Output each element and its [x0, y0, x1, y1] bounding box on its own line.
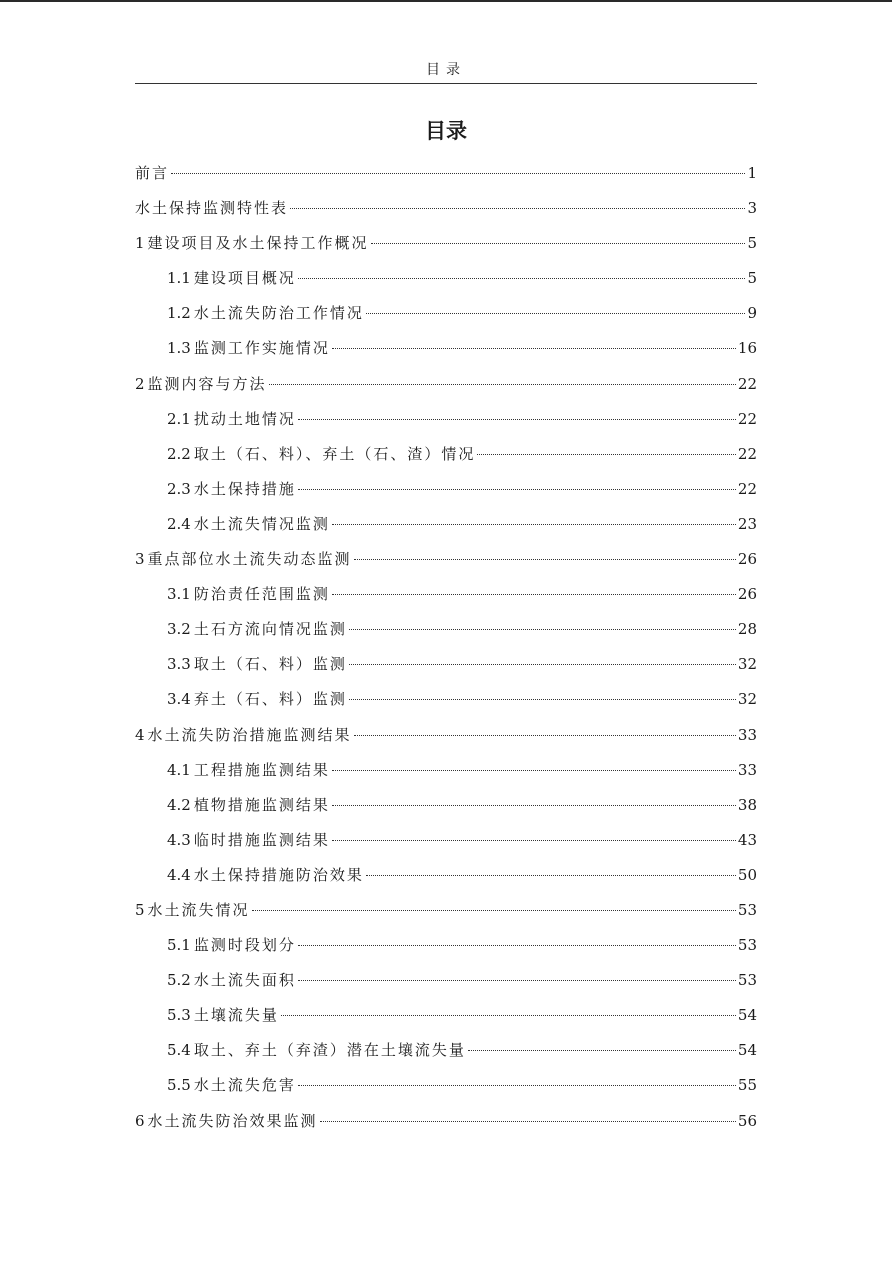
toc-entry-page-number: 5: [747, 269, 757, 288]
toc-entry-number: 3.1: [167, 585, 191, 604]
toc-entry-page-number: 38: [737, 795, 757, 814]
toc-entry-page-number: 53: [737, 936, 757, 955]
toc-entry-title: 防治责任范围监测: [193, 585, 330, 604]
toc-entry[interactable]: [135, 296, 757, 331]
toc-entry[interactable]: [135, 718, 757, 753]
toc-entry[interactable]: [135, 893, 757, 928]
toc-entry-page-number: 26: [737, 585, 757, 604]
toc-entry-page-number: 56: [737, 1111, 757, 1130]
toc-entry[interactable]: [135, 367, 757, 402]
toc-entry-title: 工程措施监测结果: [193, 760, 330, 779]
toc-entry-title: 重点部位水土流失动态监测: [147, 550, 352, 569]
toc-entry-title: 监测工作实施情况: [193, 339, 330, 358]
toc-entry-number: 2.1: [167, 409, 191, 428]
toc-entry-number: 4.2: [167, 795, 191, 814]
toc-entry-number: 5: [135, 900, 145, 919]
toc-entry-title: 土石方流向情况监测: [193, 620, 347, 639]
toc-entry-number: 5.3: [167, 1006, 191, 1025]
toc-entry[interactable]: [135, 612, 757, 647]
toc-entry-title: 水土流失防治工作情况: [193, 304, 364, 323]
toc-entry-number: 6: [135, 1111, 145, 1130]
toc-entry-title: 水土流失面积: [193, 971, 296, 990]
toc-entry[interactable]: [135, 542, 757, 577]
toc-dot-leader: [349, 699, 736, 700]
toc-entry-page-number: 26: [737, 550, 757, 569]
toc-entry-page-number: 5: [747, 234, 757, 253]
toc-entry-title: 建设项目概况: [193, 269, 296, 288]
toc-entry[interactable]: [135, 577, 757, 612]
toc-entry-title: 水土流失危害: [193, 1076, 296, 1095]
toc-entry-number: 5.4: [167, 1041, 191, 1060]
toc-entry-number: 2: [135, 374, 145, 393]
toc-entry-title: 监测内容与方法: [147, 374, 267, 393]
toc-entry-title: 取土（石、料）、弃土（石、渣）情况: [193, 444, 476, 463]
toc-dot-leader: [298, 489, 736, 490]
toc-entry-page-number: 28: [737, 620, 757, 639]
toc-entry-title: 弃土（石、料）监测: [193, 690, 347, 709]
toc-entry-page-number: 16: [737, 339, 757, 358]
toc-entry-number: 5.2: [167, 971, 191, 990]
toc-entry-number: 5.1: [167, 936, 191, 955]
running-header: 目录: [426, 62, 466, 78]
table-of-contents: [135, 156, 757, 1139]
toc-dot-leader: [298, 419, 736, 420]
toc-entry[interactable]: [135, 682, 757, 717]
toc-dot-leader: [171, 173, 745, 174]
toc-entry-page-number: 32: [737, 655, 757, 674]
toc-dot-leader: [366, 875, 736, 876]
toc-entry[interactable]: [135, 402, 757, 437]
toc-dot-leader: [269, 384, 736, 385]
toc-entry-title: 植物措施监测结果: [193, 795, 330, 814]
toc-entry-page-number: 54: [737, 1041, 757, 1060]
toc-dot-leader: [298, 278, 746, 279]
toc-entry-title: 水土流失防治措施监测结果: [147, 725, 352, 744]
toc-entry-number: 2.4: [167, 514, 191, 533]
toc-entry-title: 水土保持监测特性表: [135, 199, 289, 218]
toc-entry-page-number: 9: [747, 304, 757, 323]
toc-dot-leader: [371, 243, 746, 244]
toc-entry-page-number: 22: [737, 374, 757, 393]
toc-entry-number: 1.3: [167, 339, 191, 358]
toc-entry[interactable]: [135, 437, 757, 472]
toc-entry-number: 2.2: [167, 444, 191, 463]
toc-entry-page-number: 33: [737, 725, 757, 744]
toc-dot-leader: [332, 770, 736, 771]
toc-dot-leader: [252, 910, 736, 911]
toc-entry-title: 水土流失情况监测: [193, 514, 330, 533]
toc-entry-page-number: 33: [737, 760, 757, 779]
toc-dot-leader: [354, 559, 736, 560]
toc-entry-title: 取土（石、料）监测: [193, 655, 347, 674]
toc-dot-leader: [349, 629, 736, 630]
toc-entry-number: 4.4: [167, 865, 191, 884]
toc-dot-leader: [468, 1050, 736, 1051]
toc-entry[interactable]: [135, 1068, 757, 1103]
toc-dot-leader: [290, 208, 745, 209]
toc-dot-leader: [354, 735, 736, 736]
toc-entry-title: 扰动土地情况: [193, 409, 296, 428]
toc-entry-title: 监测时段划分: [193, 936, 296, 955]
toc-entry-page-number: 53: [737, 971, 757, 990]
toc-entry[interactable]: [135, 1104, 757, 1139]
toc-entry[interactable]: [135, 823, 757, 858]
toc-entry-number: 4.3: [167, 830, 191, 849]
toc-entry-number: 1: [135, 234, 145, 253]
toc-entry-page-number: 1: [747, 164, 757, 182]
toc-entry[interactable]: [135, 226, 757, 261]
toc-entry-page-number: 55: [737, 1076, 757, 1095]
toc-entry[interactable]: [135, 788, 757, 823]
toc-entry-page-number: 54: [737, 1006, 757, 1025]
header-rule: [135, 83, 757, 84]
toc-entry[interactable]: [135, 963, 757, 998]
toc-entry[interactable]: [135, 647, 757, 682]
toc-entry-number: 3.3: [167, 655, 191, 674]
toc-entry[interactable]: [135, 156, 757, 191]
toc-entry-number: 3.2: [167, 620, 191, 639]
toc-entry-page-number: 43: [737, 830, 757, 849]
toc-entry[interactable]: [135, 191, 757, 226]
toc-dot-leader: [477, 454, 736, 455]
toc-dot-leader: [366, 313, 746, 314]
toc-entry[interactable]: [135, 1033, 757, 1068]
toc-dot-leader: [298, 980, 736, 981]
toc-dot-leader: [281, 1015, 736, 1016]
toc-entry-page-number: 22: [737, 444, 757, 463]
toc-entry[interactable]: [135, 507, 757, 542]
toc-entry-number: 4: [135, 725, 145, 744]
toc-entry-page-number: 50: [737, 865, 757, 884]
toc-entry-number: 1.2: [167, 304, 191, 323]
toc-dot-leader: [332, 348, 736, 349]
toc-entry[interactable]: [135, 998, 757, 1033]
toc-entry-title: 建设项目及水土保持工作概况: [147, 234, 369, 253]
toc-entry-number: 3.4: [167, 690, 191, 709]
toc-dot-leader: [349, 664, 736, 665]
toc-entry-number: 3: [135, 550, 145, 569]
toc-entry-page-number: 23: [737, 514, 757, 533]
toc-entry-number: 2.3: [167, 479, 191, 498]
toc-entry-page-number: 32: [737, 690, 757, 709]
toc-dot-leader: [332, 594, 736, 595]
toc-entry-title: 临时措施监测结果: [193, 830, 330, 849]
toc-entry[interactable]: [135, 753, 757, 788]
toc-entry-page-number: 22: [737, 409, 757, 428]
page-title: 目录: [425, 118, 467, 143]
toc-entry-title: 前言: [135, 164, 170, 182]
toc-entry[interactable]: [135, 858, 757, 893]
toc-entry-number: 1.1: [167, 269, 191, 288]
toc-entry[interactable]: [135, 331, 757, 366]
toc-entry-title: 水土保持措施: [193, 479, 296, 498]
toc-entry-page-number: 53: [737, 900, 757, 919]
toc-dot-leader: [298, 945, 736, 946]
toc-entry-title: 水土流失情况: [147, 900, 250, 919]
toc-entry[interactable]: [135, 472, 757, 507]
toc-entry-title: 土壤流失量: [193, 1006, 279, 1025]
toc-dot-leader: [332, 524, 736, 525]
toc-entry-page-number: 3: [747, 199, 757, 218]
page-top-border: [0, 0, 892, 2]
toc-entry-title: 取土、弃土（弃渣）潜在土壤流失量: [193, 1041, 466, 1060]
toc-dot-leader: [298, 1085, 736, 1086]
toc-dot-leader: [332, 840, 736, 841]
toc-dot-leader: [320, 1121, 736, 1122]
toc-entry[interactable]: [135, 928, 757, 963]
toc-entry[interactable]: [135, 261, 757, 296]
toc-entry-number: 5.5: [167, 1076, 191, 1095]
toc-entry-title: 水土保持措施防治效果: [193, 865, 364, 884]
toc-dot-leader: [332, 805, 736, 806]
toc-entry-page-number: 22: [737, 479, 757, 498]
toc-entry-title: 水土流失防治效果监测: [147, 1111, 318, 1130]
toc-entry-number: 4.1: [167, 760, 191, 779]
